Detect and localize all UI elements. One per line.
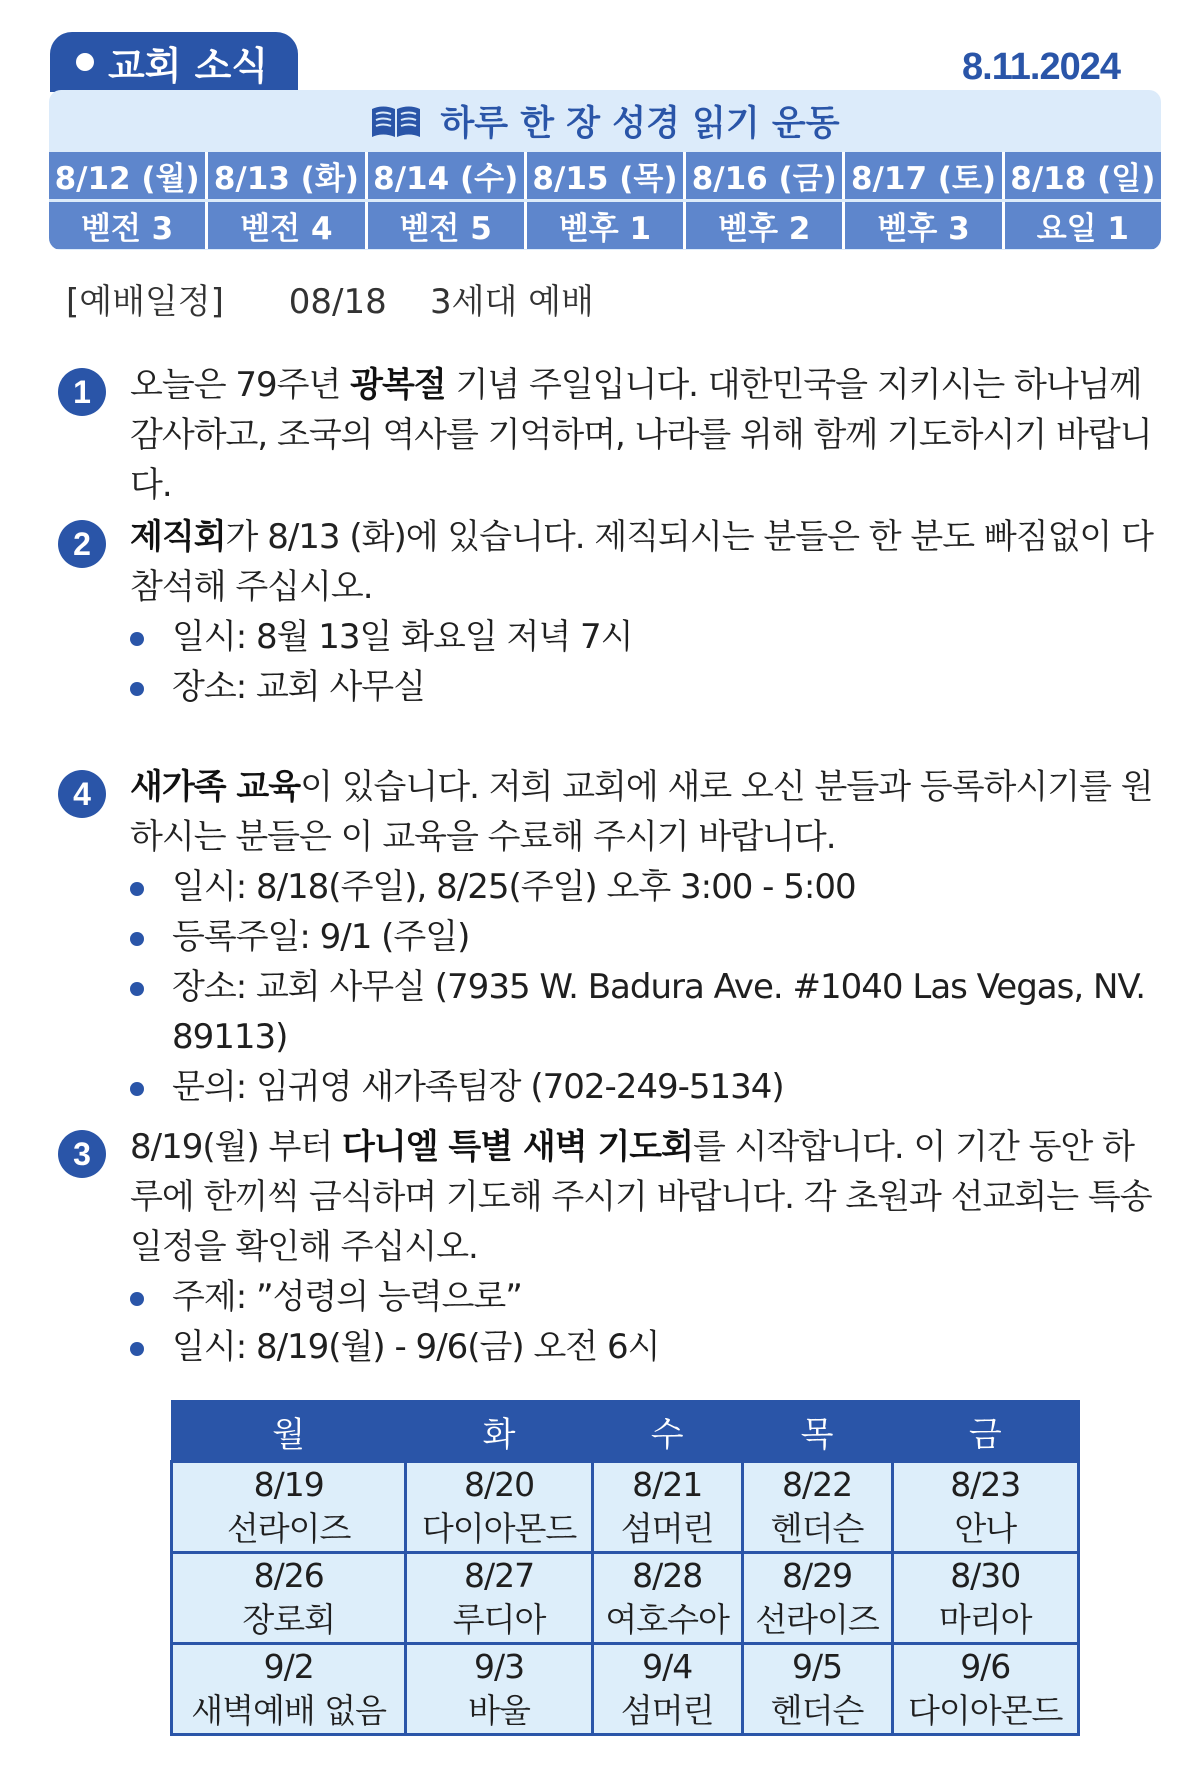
open-book-icon: [370, 104, 422, 138]
number-badge: 3: [58, 1130, 106, 1178]
number-badge: 4: [58, 770, 106, 818]
announcement-text: 오늘은 79주년 광복절 기념 주일입니다. 대한민국을 지키시는 하나님께 감사하고, 조국의 역사를 기억하며, 나라를 위해 함께 기도하시기 바랍니다.: [130, 365, 1152, 505]
detail-item: 일시: 8/19(월) - 9/6(금) 오전 6시: [130, 1322, 1158, 1372]
schedule-cell: 8/22 헨더슨: [742, 1462, 892, 1553]
schedule-cell: 8/29 선라이즈: [742, 1553, 892, 1644]
reading-day: 8/18 (일): [1005, 152, 1161, 199]
announcement-text: 제직회가 8/13 (화)에 있습니다. 제직되시는 분들은 한 분도 빠짐없이 다 참석해 주십시오.: [130, 517, 1153, 607]
schedule-cell: 9/3 바울: [406, 1644, 592, 1735]
detail-item: 장소: 교회 사무실: [130, 662, 1158, 712]
detail-item: 문의: 임귀영 새가족팀장 (702-249-5134): [130, 1062, 1158, 1112]
schedule-cell: 8/23 안나: [892, 1462, 1079, 1553]
announcement-4: [58, 762, 1158, 1112]
reading-chapter: 벧후 1: [527, 202, 686, 249]
bible-reading-title: [49, 90, 1161, 152]
worship-schedule-label: [예배일정]: [66, 282, 224, 322]
weekday-header: 화: [406, 1401, 592, 1462]
reading-days-row: [49, 152, 1161, 199]
worship-schedule-date: 08/18: [288, 282, 387, 322]
reading-chapter: 벧후 2: [686, 202, 845, 249]
reading-chapter: 요일 1: [1005, 202, 1161, 249]
bulletin-date: 8.11.2024: [962, 46, 1120, 88]
announcement-1: [58, 360, 1158, 510]
table-row: [172, 1553, 1079, 1644]
schedule-cell: 8/28 여호수아: [592, 1553, 742, 1644]
schedule-cell: 9/4 섬머린: [592, 1644, 742, 1735]
reading-chapter: 벧후 3: [845, 202, 1004, 249]
reading-day: 8/16 (금): [686, 152, 845, 199]
worship-schedule: [66, 274, 594, 323]
detail-list: [58, 612, 1158, 712]
schedule-cell: 8/20 다이아몬드: [406, 1462, 592, 1553]
reading-day: 8/13 (화): [208, 152, 367, 199]
worship-schedule-event: 3세대 예배: [429, 282, 594, 322]
number-badge: 1: [58, 368, 106, 416]
announcement-2: [58, 512, 1158, 712]
reading-chapter: 벧전 4: [208, 202, 367, 249]
announcement-text: 새가족 교육이 있습니다. 저희 교회에 새로 오신 분들과 등록하시기를 원하시는 분들은 이 교육을 수료해 주시기 바랍니다.: [130, 767, 1153, 857]
reading-chapters-row: [49, 202, 1161, 249]
reading-day: 8/14 (수): [368, 152, 527, 199]
reading-day: 8/15 (목): [527, 152, 686, 199]
schedule-cell: 8/19 선라이즈: [172, 1462, 406, 1553]
detail-item: 장소: 교회 사무실 (7935 W. Badura Ave. #1040 Las Vegas, NV. 89113): [130, 962, 1158, 1062]
reading-chapter: 벧전 5: [368, 202, 527, 249]
section-tab: [50, 32, 298, 92]
bible-reading-title-text: 하루 한 장 성경 읽기 운동: [440, 104, 840, 144]
table-header-row: [172, 1401, 1079, 1462]
detail-list: [58, 1272, 1158, 1372]
schedule-cell: 9/6 다이아몬드: [892, 1644, 1079, 1735]
schedule-cell: 8/30 마리아: [892, 1553, 1079, 1644]
detail-item: 주제: ”성령의 능력으로”: [130, 1272, 1158, 1322]
schedule-cell: 9/5 헨더슨: [742, 1644, 892, 1735]
bible-reading-box: [49, 90, 1161, 250]
table-row: [172, 1462, 1079, 1553]
schedule-cell: 8/27 루디아: [406, 1553, 592, 1644]
detail-item: 일시: 8월 13일 화요일 저녁 7시: [130, 612, 1158, 662]
weekday-header: 목: [742, 1401, 892, 1462]
schedule-cell: 8/21 섬머린: [592, 1462, 742, 1553]
section-tab-label: 교회 소식: [108, 43, 269, 88]
detail-list: [58, 862, 1158, 1112]
weekday-header: 수: [592, 1401, 742, 1462]
announcement-3: [58, 1122, 1158, 1372]
schedule-cell: 9/2 새벽예배 없음: [172, 1644, 406, 1735]
detail-item: 등록주일: 9/1 (주일): [130, 912, 1158, 962]
reading-day: 8/12 (월): [49, 152, 208, 199]
table-row: [172, 1644, 1079, 1735]
weekday-header: 월: [172, 1401, 406, 1462]
number-badge: 2: [58, 520, 106, 568]
announcement-text: 8/19(월) 부터 다니엘 특별 새벽 기도회를 시작합니다. 이 기간 동안 하루에 한끼씩 금식하며 기도해 주시기 바랍니다. 각 초원과 선교회는 특송 일정을 확인해 주십시오.: [130, 1127, 1152, 1267]
schedule-cell: 8/26 장로회: [172, 1553, 406, 1644]
weekday-header: 금: [892, 1401, 1079, 1462]
reading-chapter: 벧전 3: [49, 202, 208, 249]
prayer-schedule-table: [170, 1400, 1080, 1736]
reading-day: 8/17 (토): [845, 152, 1004, 199]
detail-item: 일시: 8/18(주일), 8/25(주일) 오후 3:00 - 5:00: [130, 862, 1158, 912]
bullet-dot-icon: [76, 53, 94, 71]
